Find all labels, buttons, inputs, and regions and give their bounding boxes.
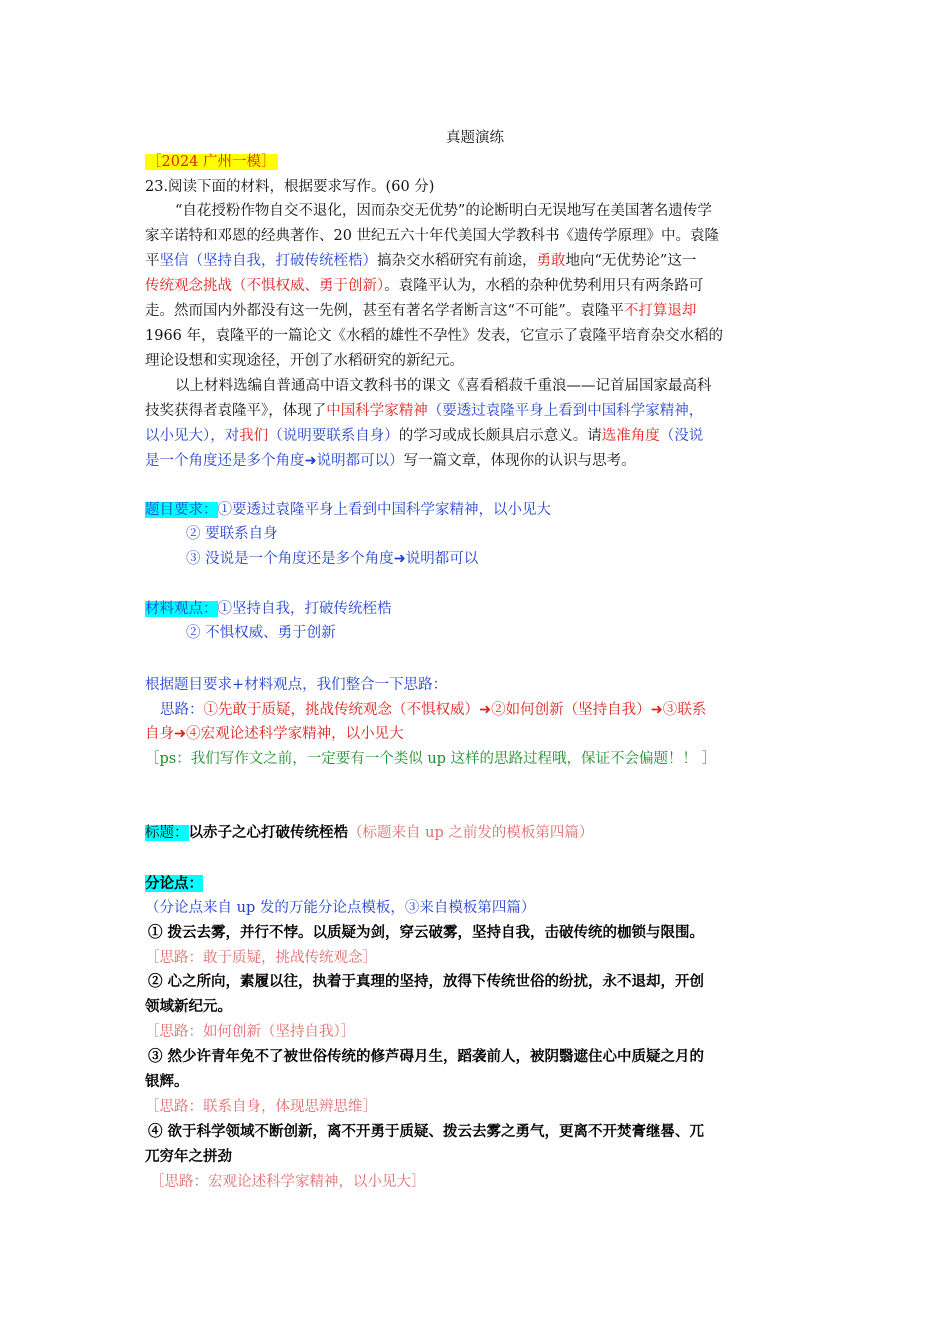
text-span: 传统观念挑战（不惧权威、勇于创新） (145, 278, 385, 294)
text-span: 的学习或成长颇具启示意义。请 (398, 428, 602, 444)
requirement-item: ①要透过袁隆平身上看到中国科学家精神，以小见大 (217, 502, 551, 518)
annotation-blue: （没说 (659, 428, 704, 444)
annotation-red: 不打算退却 (623, 303, 697, 319)
idea-intro: 根据题目要求+材料观点，我们整合一下思路： (145, 677, 448, 693)
subpoint: 兀穷年之拼劲 (145, 1148, 232, 1165)
material-line: 家辛诺特和邓恩的经典著作、20 世纪五六十年代美国大学教科书《遗传学原理》中。袁隆 (145, 228, 720, 244)
requirements-line (145, 498, 551, 522)
material-line (145, 449, 636, 473)
text-span: 搞杂交水稻研究有前途， (377, 253, 537, 269)
essay-title-note: （标题来自 up 之前发的模板第四篇） (348, 825, 594, 841)
text-span: 。袁隆平认为，水稻的杂种优势利用只有两条路可 (384, 278, 704, 294)
material-line (145, 274, 703, 298)
subpoint: 领域新纪元。 (145, 998, 232, 1015)
essay-title-line (145, 821, 593, 845)
material-line (145, 399, 703, 423)
material-line: 以上材料选编自普通高中语文教科书的课文《喜看稻菽千重浪——记首届国家最高科 (175, 378, 712, 394)
text-span: 地向“无优势论”这一 (565, 253, 697, 269)
subpoint: ② 心之所向，素履以往，执着于真理的坚持，放得下传统世俗的纷扰，永不退却，开创 (148, 973, 705, 990)
subpoint-idea: ［思路：敢于质疑，挑战传统观念］ (145, 950, 377, 966)
requirement-item: ② 要联系自身 (186, 526, 278, 542)
annotation-red: 中国科学家精神 (326, 403, 428, 419)
subpoints-source: （分论点来自 up 发的万能分论点模板，③来自模板第四篇） (145, 900, 536, 916)
subpoint-idea: ［思路：宏观论述科学家精神，以小见大］ (150, 1174, 426, 1190)
subpoint: 银辉。 (145, 1073, 189, 1090)
annotation-blue: （要透过袁隆平身上看到中国科学家精神， (427, 403, 704, 419)
material-line: 理论设想和实现途径，开创了水稻研究的新纪元。 (145, 353, 464, 369)
page-title: 真题演练 (446, 130, 504, 146)
subpoint: ① 拨云去雾，并行不悖。以质疑为剑，穿云破雾，坚持自我，击破传统的枷锁与限围。 (148, 924, 705, 941)
annotation-blue: 坚信（坚持自我，打破传统桎梏） (159, 253, 377, 269)
subpoints-label: 分论点： (145, 875, 203, 892)
material-line: 1966 年，袁隆平的一篇论文《水稻的雄性不孕性》发表，它宣示了袁隆平培育杂交水稻的 (145, 328, 724, 344)
material-line (145, 249, 696, 273)
essay-title-label: 标题： (145, 825, 189, 841)
material-line (145, 424, 703, 448)
viewpoint-item: ② 不惧权威、勇于创新 (186, 625, 336, 641)
text-span: 技奖获得者袁隆平》，体现了 (145, 403, 327, 419)
requirement-item: ③ 没说是一个角度还是多个角度➜说明都可以 (186, 551, 479, 567)
subpoints-heading (145, 872, 203, 896)
exam-tag-label: ［2024 广州一模］ (147, 154, 276, 170)
requirements-label: 题目要求： (145, 502, 218, 518)
annotation-blue: （说明要联系自身） (268, 428, 399, 444)
subpoint-idea: ［思路：联系自身，体现思辨思维］ (145, 1099, 377, 1115)
viewpoints-line (145, 597, 392, 621)
annotation-red: 我们 (239, 428, 269, 444)
material-line: “自花授粉作物自交不退化，因而杂交无优势”的论断明白无误地写在美国著名遗传学 (175, 203, 712, 219)
viewpoints-label: 材料观点： (145, 601, 218, 617)
text-span: 写一篇文章，体现你的认识与思考。 (403, 453, 636, 469)
exam-tag (145, 150, 278, 174)
text-span: 走。然而国内外都没有这一先例，甚至有著名学者断言这“不可能”。袁隆平 (145, 303, 624, 319)
material-line (145, 299, 696, 323)
subpoint-idea: ［思路：如何创新（坚持自我）］ (145, 1024, 356, 1040)
ps-note: ［ps：我们写作文之前，一定要有一个类似 up 这样的思路过程哦，保证不会偏题！！ ］ (145, 751, 717, 767)
idea-label: 思路： (160, 702, 204, 718)
annotation-red: 选准角度 (601, 428, 660, 444)
annotation-blue: 是一个角度还是多个角度➜说明都可以） (145, 453, 404, 469)
subpoint: ③ 然少许青年免不了被世俗传统的修芦碍月生，蹈袭前人，被阴翳遮住心中质疑之月的 (148, 1048, 705, 1065)
annotation-blue: 以小见大），对 (145, 428, 240, 444)
annotation-red (145, 278, 384, 294)
idea-line: 自身➜④宏观论述科学家精神，以小见大 (145, 726, 404, 742)
subpoint: ④ 欲于科学领域不断创新，离不开勇于质疑、拨云去雾之勇气，更离不开焚膏继晷、兀 (148, 1123, 705, 1140)
idea-path: ①先敢于质疑，挑战传统观念（不惧权威）➜②如何创新（坚持自我）➜③联系 (203, 702, 707, 718)
idea-line (160, 698, 706, 722)
annotation-red: 勇敢 (536, 253, 566, 269)
essay-title: 以赤子之心打破传统桎梏 (188, 824, 348, 841)
text-span: 平 (145, 253, 160, 269)
viewpoint-item: ①坚持自我，打破传统桎梏 (217, 601, 392, 617)
question-prompt: 23.阅读下面的材料，根据要求写作。(60 分) (145, 179, 435, 195)
